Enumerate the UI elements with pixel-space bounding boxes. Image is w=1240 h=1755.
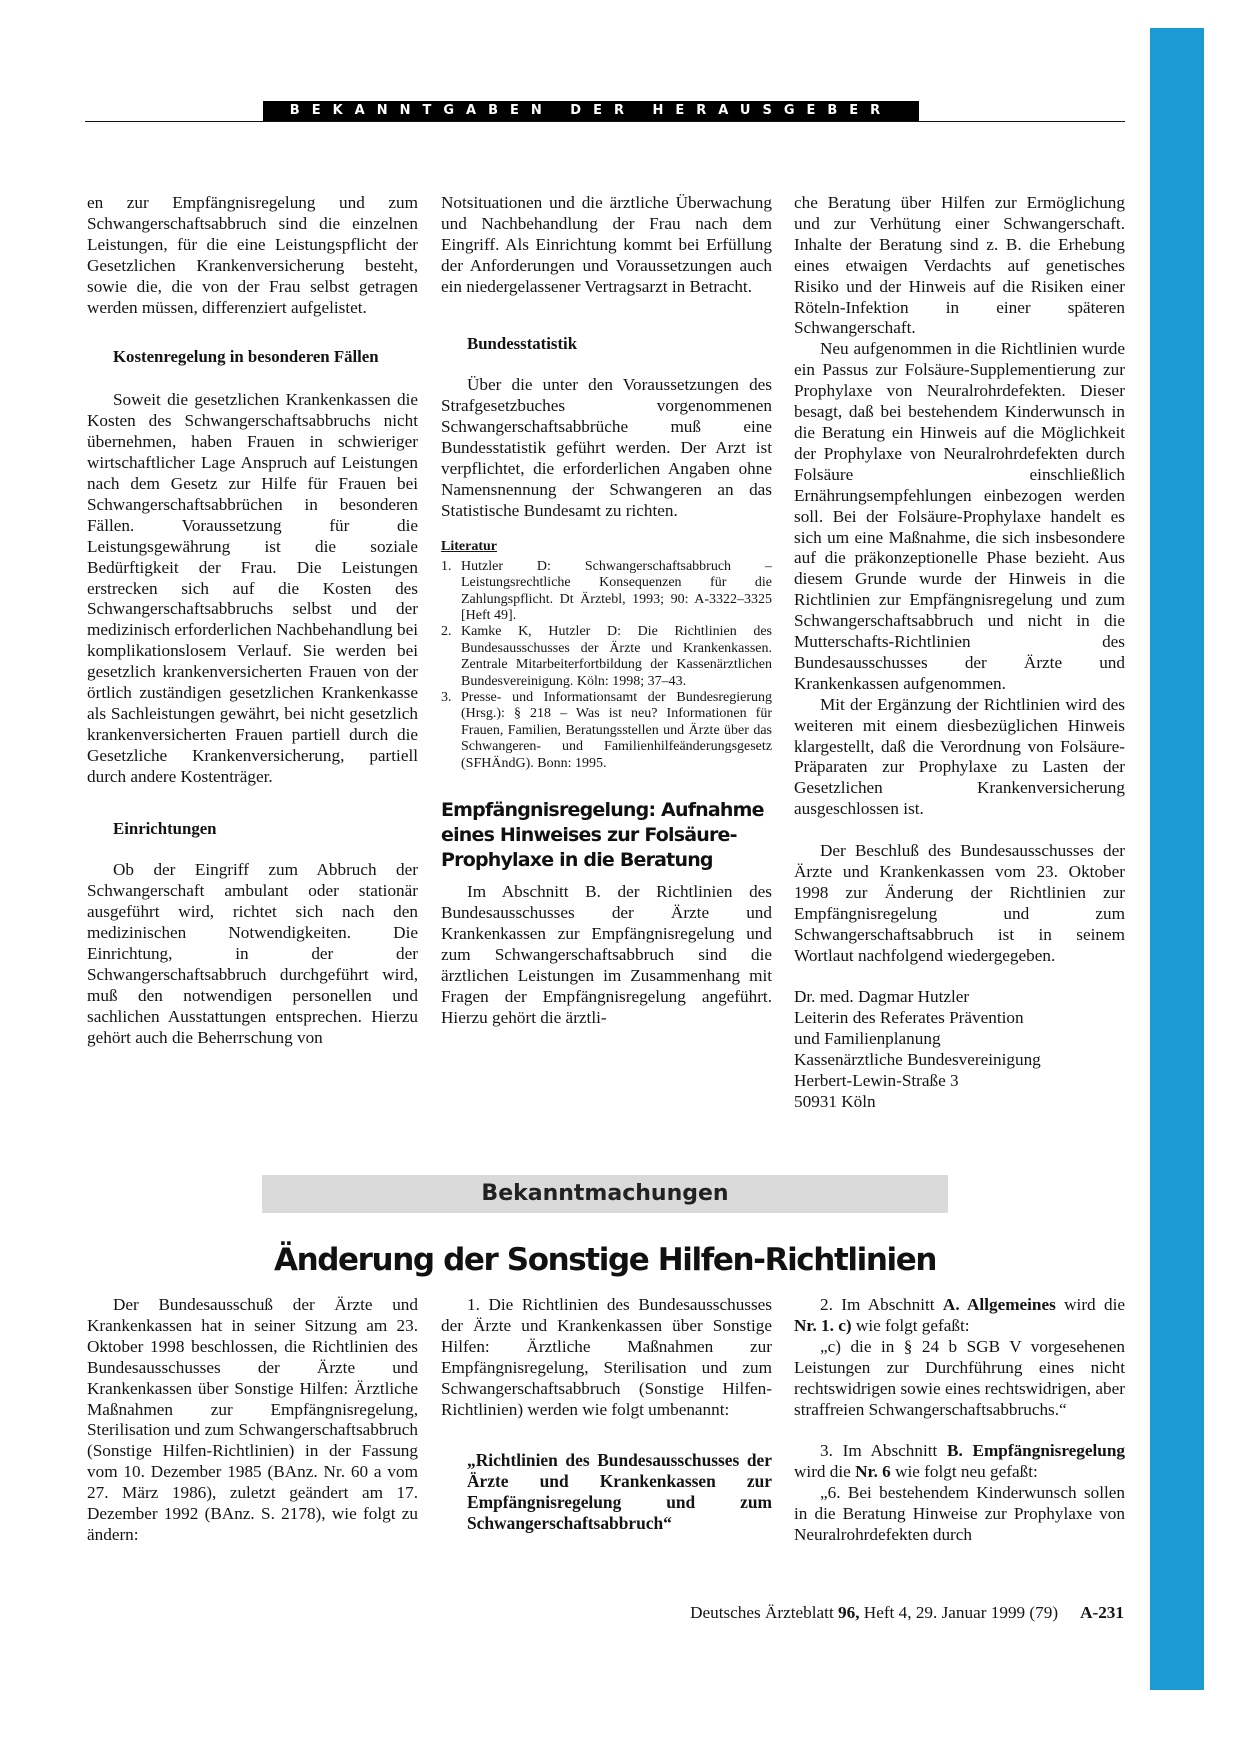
announcement-column-3 bbox=[794, 1295, 1125, 1546]
paragraph: 1. Die Richtlinien des Bundesausschusses der Ärzte und Krankenkassen über Sonstige Hilfen: Ärztliche Maßnahmen zur Empfängnisregelung, Sterilisation und zum Schwangerschaftsabbruch (Sonstige Hilfen-Richtlinien) werden wie folgt umbenannt: bbox=[441, 1295, 772, 1419]
paragraph: Notsituationen und die ärztliche Überwachung und Nachbehandlung der Frau nach dem Eingriff. Als Einrichtung kommt bei Erfüllung der Anforderungen und Voraussetzungen auch ein niedergelassener Vertragsarzt in Betracht. bbox=[441, 193, 772, 296]
subheading-bundesstatistik: Bundesstatistik bbox=[467, 333, 578, 353]
running-header bbox=[85, 101, 1125, 122]
section-heading-folsaeure: Empfängnisregelung: Aufnahme eines Hinweises zur Folsäure-Prophylaxe in die Beratung bbox=[441, 799, 764, 872]
reference-item: 1. Hutzler D: Schwangerschaftsabbruch – Leistungsrechtliche Konsequenzen für die Zahlungspflicht. Dt Ärztebl, 1993; 90: A-3322–3325 [Heft 49]. bbox=[441, 558, 772, 623]
announcement-column-2 bbox=[441, 1295, 772, 1534]
paragraph: Im Abschnitt B. der Richtlinien des Bundesausschusses der Ärzte und Krankenkassen zur Empfängnisregelung und zum Schwangerschaftsabbruch sind die ärztlichen Leistungen im Zusammenhang mit Fragen der Empfängnisregelung angeführt. Hierzu gehört die ärztli- bbox=[441, 882, 772, 1027]
article-column-3 bbox=[794, 193, 1125, 1113]
paragraph: Ob der Eingriff zum Abbruch der Schwangerschaft ambulant oder stationär ausgeführt wird, richtet sich nach den medizinischen Notwendigkeiten. Die Einrichtung, in der der Schwangerschaftsabbruch durchgeführt wird, muß den notwendigen personellen und sachlichen Ausstattungen entsprechen. Hierzu gehört auch die Beherrschung von bbox=[87, 860, 418, 1047]
paragraph: Mit der Ergänzung der Richtlinien wird des weiteren mit einem diesbezüglichen Hinweis klargestellt, daß die Verordnung von Folsäure-Präparaten zur Prophylaxe zu Lasten der Gesetzlichen Krankenversicherung ausgeschlossen ist. bbox=[794, 694, 1125, 819]
reference-item: 3. Presse- und Informationsamt der Bundesregierung (Hrsg.): § 218 – Was ist neu? Informationen für Frauen, Familien, Beratungsstellen und Ärzte über das Schwangeren- und Familienhilfeänderungsgesetz (SFHÄndG). Bonn: 1995. bbox=[441, 690, 772, 771]
announcement-title: Änderung der Sonstige Hilfen-Richtlinien bbox=[273, 1242, 937, 1278]
paragraph: Soweit die gesetzlichen Krankenkassen die Kosten des Schwangerschaftsabbruchs nicht übernehmen, haben Frauen in schwieriger wirtschaftlicher Lage Anspruch auf Leistungen nach dem Gesetz zur Hilfe für Frauen bei Schwangerschaftsabbrüchen in besonderen Fällen. Voraussetzung für die Leistungsgewährung ist die soziale Bedürftigkeit der Frau. Die Leistungen erstrecken sich auf die Kosten des Schwangerschaftsabbruchs selbst und der medizinisch erforderlichen Nachbehandlung bei komplikationslosem Verlauf. Sie werden bei gesetzlich krankenversicherten Frauen von der örtlich zuständigen gesetzlichen Krankenkasse als Sachleistungen gewährt, bei nicht gesetzlich krankenversicherten Frauen partiell durch die Gesetzliche Krankenversicherung, partiell durch andere Kostenträger. bbox=[87, 390, 418, 786]
paragraph: Neu aufgenommen in die Richtlinien wurde ein Passus zur Folsäure-Supplementierung zur Prophylaxe von Neuralrohrdefekten. Dieser besagt, daß bei bestehendem Kinderwunsch in die Beratung ein Hinweis auf die Möglichkeit der Prophylaxe von Neuralrohrdefekten durch Folsäure einschließlich Ernährungsempfehlungen einbezogen werden soll. Bei der Folsäure-Prophylaxe handelt es sich um eine Maßnahme, die sich insbesondere auf die präkonzeptionelle Phase bezieht. Aus diesem Grunde wurde der Hinweis in die Richtlinien zur Empfängnisregelung und zum Schwangerschaftsabbruch und nicht in die Mutterschafts-Richtlinien des Bundesausschusses der Ärzte und Krankenkassen aufgenommen. bbox=[794, 339, 1125, 693]
paragraph: Über die unter den Voraussetzungen des Strafgesetzbuches vorgenommenen Schwangerschaftsabbrüche muß eine Bundesstatistik geführt werden. Der Arzt ist verpflichtet, die erforderlichen Angaben ohne Namensnennung der Schwangeren an das Statistische Bundesamt zu richten. bbox=[441, 375, 772, 520]
issue-date: Heft 4, 29. Januar 1999 (79) bbox=[863, 1603, 1059, 1622]
article-column-2 bbox=[441, 193, 772, 1028]
section-label: BEKANNTGABEN DER HERAUSGEBER bbox=[263, 101, 919, 121]
announcement-band: Bekanntmachungen bbox=[262, 1175, 948, 1213]
author-signature: Dr. med. Dagmar Hutzler Leiterin des Referates Prävention und Familienplanung Kassenärztliche Bundesvereinigung Herbert-Lewin-Straße 3 50931 Köln bbox=[794, 987, 1041, 1111]
journal-name: Deutsches Ärzteblatt bbox=[690, 1603, 834, 1622]
paragraph: Der Beschluß des Bundesausschusses der Ärzte und Krankenkassen vom 23. Oktober 1998 zur Änderung der Richtlinien zur Empfängnisregelung und zum Schwangerschaftsabbruch ist in seinem Wortlaut nachfolgend wiedergegeben. bbox=[794, 841, 1125, 965]
volume: 96, bbox=[838, 1603, 860, 1622]
paragraph: che Beratung über Hilfen zur Ermöglichung und zur Verhütung einer Schwangerschaft. Inhalte der Beratung sind z. B. die Erhebung eines etwaigen Verdachts auf genetisches Risiko und der Hinweis auf die Risiken einer Röteln-Infektion in einer späteren Schwangerschaft. bbox=[794, 193, 1125, 338]
renamed-title-quote: „Richtlinien des Bundesausschusses der Ärzte und Krankenkassen zur Empfängnisregelung und zum Schwangerschaftsabbruch“ bbox=[467, 1450, 772, 1534]
page-footer bbox=[560, 1602, 1124, 1624]
announcement-column-1 bbox=[87, 1295, 418, 1546]
blue-edge-stripe bbox=[1150, 28, 1204, 1690]
paragraph: en zur Empfängnisregelung und zum Schwangerschaftsabbruch sind die einzelnen Leistungen, für die eine Leistungspflicht der Gesetzlichen Krankenversicherung besteht, sowie die, die von der Frau selbst getragen werden müssen, differenziert aufgelistet. bbox=[87, 193, 418, 317]
amendment-item-3: 3. Im Abschnitt B. Empfängnisregelung wird die Nr. 6 wie folgt neu gefaßt: bbox=[794, 1441, 1125, 1482]
amendment-item-2: 2. Im Abschnitt A. Allgemeines wird die Nr. 1. c) wie folgt gefaßt: bbox=[794, 1295, 1125, 1335]
article-column-1 bbox=[87, 193, 418, 1049]
page-number: A-231 bbox=[1080, 1603, 1124, 1622]
reference-item: 2. Kamke K, Hutzler D: Die Richtlinien des Bundesausschusses der Ärzte und Krankenkassen. Zentrale Mitarbeiterfortbildung der Kassenärztlichen Bundesvereinigung. Köln: 1998; 37–43. bbox=[441, 624, 772, 689]
paragraph: Der Bundesausschuß der Ärzte und Krankenkassen hat in seiner Sitzung am 23. Oktober 1998 beschlossen, die Richtlinien des Bundesausschusses der Ärzte und Krankenkassen über Sonstige Hilfen: Ärztliche Maßnahmen zur Empfängnisregelung, Sterilisation und zum Schwangerschaftsabbruch (Sonstige Hilfen-Richtlinien) in der Fassung vom 10. Dezember 1985 (BAnz. Nr. 60 a vom 27. März 1986), zuletzt geändert am 17. Dezember 1992 (BAnz. S. 2178), wie folgt zu ändern: bbox=[87, 1295, 418, 1544]
subheading-einrichtungen: Einrichtungen bbox=[113, 818, 217, 838]
subheading-kostenregelung: Kostenregelung in besonderen Fällen bbox=[113, 347, 379, 367]
amendment-text: „6. Bei bestehendem Kinderwunsch sollen in die Beratung Hinweise zur Prophylaxe von Neuralrohrdefekten durch bbox=[794, 1483, 1125, 1544]
amendment-text: „c) die in § 24 b SGB V vorgesehenen Leistungen zur Durchführung eines nicht rechtswidrigen sowie eines rechtswidrigen, aber straffreien Schwangerschaftsabbruchs.“ bbox=[794, 1336, 1125, 1419]
reference-list bbox=[441, 559, 772, 772]
literature-heading: Literatur bbox=[441, 538, 497, 554]
